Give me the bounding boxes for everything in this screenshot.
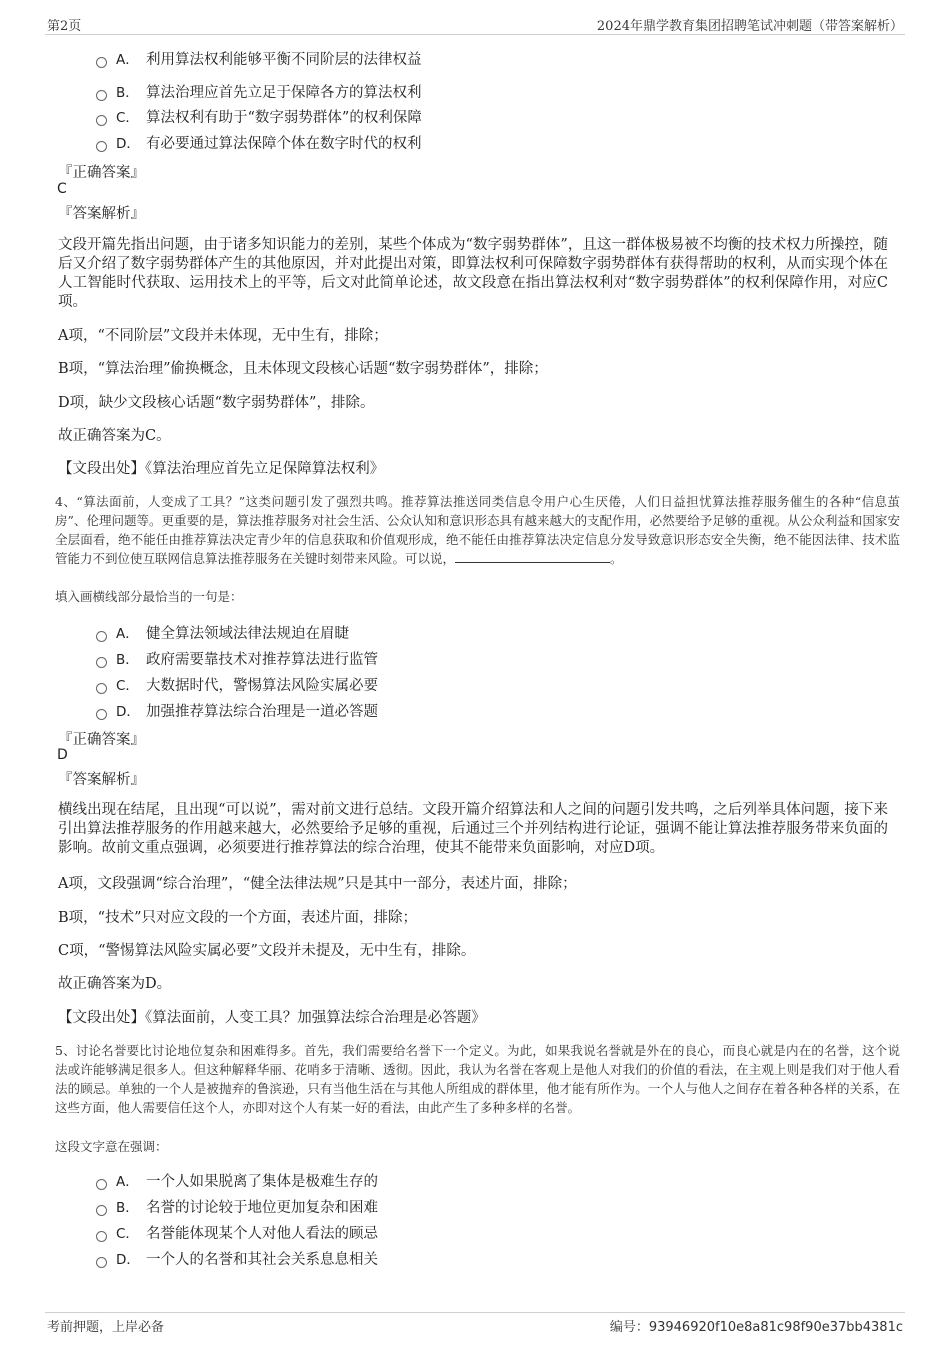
q3-analysis: 文段开篇先指出问题，由于诸多知识能力的差别，某些个体成为“数字弱势群体”，且这一群体极易被不均衡的技术权力所操控，随后又介绍了数字弱势群体产生的其他原因，并对此提出对策，即算法权利可保障数字弱势群体有获得帮助的权利，从而实现个体在人工智能时代获取、运用技术上的平等，后文对此简单论述，故文段意在指出算法权利对“数字弱势群体”的权利保障作用，对应C项。 (58, 237, 888, 310)
q4-analysis: 横线出现在结尾，且出现“可以说”，需对前文进行总结。文段开篇介绍算法和人之间的问题引发共鸣，之后列举具体问题，接下来引出算法推荐服务的作用越来越大，必然要给予足够的重视，后通过三个并列结构进行论证，强调不能让算法推荐服务带来负面的影响。故前文重点强调，必须要进行推荐算法的综合治理，使其不能带来负面影响，对应D项。 (58, 802, 888, 856)
radio-icon[interactable] (96, 683, 107, 694)
radio-icon[interactable] (96, 1205, 107, 1216)
q3-note-b: B项，“算法治理”偷换概念，且未体现文段核心话题“数字弱势群体”，排除； (58, 361, 548, 377)
page-footer (45, 1312, 905, 1338)
q3-conclusion: 故正确答案为C。 (58, 428, 171, 444)
q5-stem: 5、讨论名誉要比讨论地位复杂和困难得多。首先，我们需要给名誉下一个定义。为此，如果我说名誉就是外在的良心，而良心就是内在的名誉，这个说法或许能够满足很多人。但这种解释华丽、花哨多于清晰、透彻。因此，我认为名誉在客观上是他人对我们的价值的看法，在主观上则是我们对于他人看法的顾忌。单独的一个人是被抛弃的鲁滨逊，只有当他生活在与其他人所组成的群体里，他才能有所作为。一个人与他人之间存在着各种各样的关系，在这些方面，他人需要信任这个人，亦即对这个人有某一好的看法，由此产生了多种多样的名誉。 (55, 1043, 900, 1115)
document-title: 2024年鼎学教育集团招聘笔试冲刺题（带答案解析） (596, 19, 903, 34)
q5-prompt: 这段文字意在强调： (55, 1139, 168, 1154)
q3-answer: C (57, 181, 67, 197)
q3-note-a: A项，“不同阶层”文段并未体现，无中生有，排除； (58, 328, 388, 344)
page-header (45, 14, 905, 35)
radio-icon[interactable] (96, 115, 107, 126)
q4-note-c: C项，“警惕算法风险实属必要”文段并未提及，无中生有，排除。 (58, 943, 476, 959)
answer-blank (455, 550, 610, 563)
q4-answer-tag: 『正确答案』 (58, 732, 145, 748)
q3-answer-tag: 『正确答案』 (58, 165, 145, 181)
q4-note-b: B项，“技术”只对应文段的一个方面，表述片面，排除； (58, 910, 417, 926)
radio-icon[interactable] (96, 141, 107, 152)
page-number: 第2页 (47, 19, 82, 34)
radio-icon[interactable] (96, 90, 107, 101)
q4-note-a: A项，文段强调“综合治理”，“健全法律法规”只是其中一部分，表述片面，排除； (58, 876, 577, 892)
radio-icon[interactable] (96, 1179, 107, 1190)
radio-icon[interactable] (96, 1231, 107, 1242)
q4-stem: 4、“算法面前，人变成了工具？”这类问题引发了强烈共鸣。推荐算法推送同类信息令用户心生厌倦，人们日益担忧算法推荐服务催生的各种“信息茧房”、伦理问题等。更重要的是，算法推荐服务对社会生活、公众认知和意识形态具有越来越大的支配作用，必然要给予足够的重视。从公众利益和国家安全层面看，绝不能任由推荐算法决定青少年的信息获取和价值观形成，绝不能任由推荐算法决定信息分发导致意识形态安全失衡，绝不能因法律、技术监管能力不到位使互联网信息算法推荐服务在关键时刻带来风险。可以说， 。 (55, 494, 900, 566)
footer-slogan: 考前押题，上岸必备 (47, 1320, 165, 1335)
q4-analysis-tag: 『答案解析』 (58, 772, 145, 788)
radio-icon[interactable] (96, 57, 107, 68)
radio-icon[interactable] (96, 631, 107, 642)
q4-answer: D (57, 747, 68, 763)
radio-icon[interactable] (96, 657, 107, 668)
radio-icon[interactable] (96, 1257, 107, 1268)
radio-icon[interactable] (96, 709, 107, 720)
q3-analysis-tag: 『答案解析』 (58, 206, 145, 222)
q3-note-d: D项，缺少文段核心话题“数字弱势群体”，排除。 (58, 395, 375, 411)
q4-conclusion: 故正确答案为D。 (58, 976, 172, 992)
q4-source: 【文段出处】《算法面前，人变工具？加强算法综合治理是必答题》 (58, 1010, 486, 1026)
q4-prompt: 填入画横线部分最恰当的一句是： (55, 589, 243, 604)
q3-source: 【文段出处】《算法治理应首先立足保障算法权利》 (58, 461, 385, 477)
footer-code: 编号：93946920f10e8a81c98f90e37bb4381c (609, 1320, 903, 1335)
